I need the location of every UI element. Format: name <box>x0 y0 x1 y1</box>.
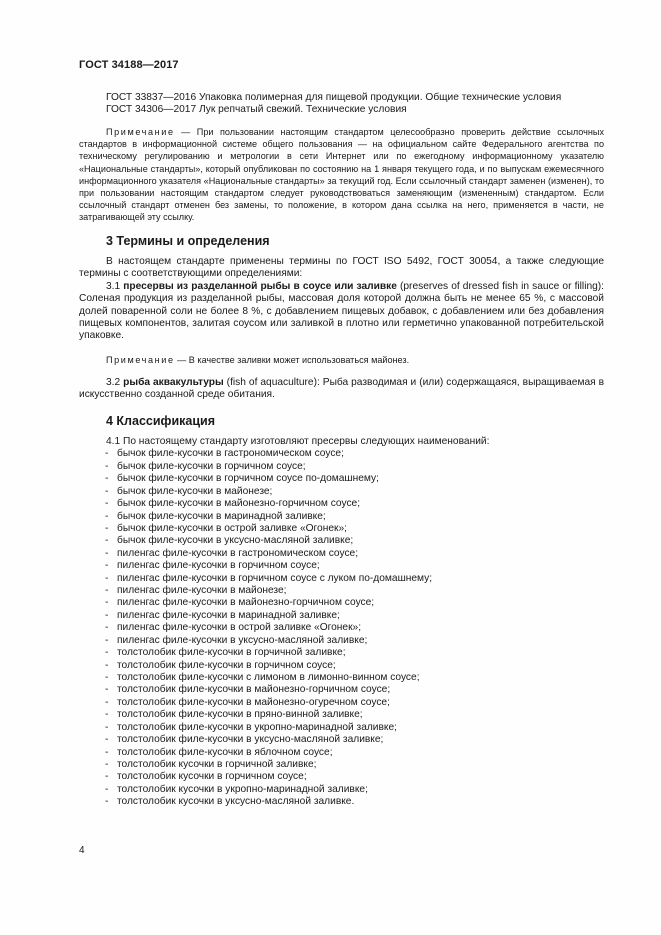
list-item: - толстолобик филе-кусочки в горчичной заливке; <box>79 647 604 659</box>
section-3-intro: В настоящем стандарте применены термины по ГОСТ ISO 5492, ГОСТ 30054, а также следующие термины с соответствующими определениями: <box>79 256 604 280</box>
list-item: - бычок филе-кусочки в майонезе; <box>79 486 604 498</box>
list-item: - пиленгас филе-кусочки в горчичном соусе; <box>79 560 604 572</box>
list-item: - толстолобик филе-кусочки в пряно-винной заливке; <box>79 709 604 721</box>
list-item: - пиленгас филе-кусочки в гастрономическом соусе; <box>79 548 604 560</box>
product-names-list <box>79 448 604 808</box>
term-3-2-name: рыба аквакультуры <box>123 377 224 388</box>
document-header: ГОСТ 34188—2017 <box>79 59 179 71</box>
list-item: - бычок филе-кусочки в горчичном соусе по-домашнему; <box>79 473 604 485</box>
list-item: - бычок филе-кусочки в острой заливке «Огонек»; <box>79 523 604 535</box>
section-4-body <box>79 436 604 809</box>
reference-item: ГОСТ 34306—2017 Лук репчатый свежий. Технические условия <box>106 104 407 116</box>
references-note <box>79 126 604 224</box>
list-item: - бычок филе-кусочки в горчичном соусе; <box>79 461 604 473</box>
list-item: - пиленгас филе-кусочки в майонезе; <box>79 585 604 597</box>
list-item: - толстолобик филе-кусочки в укропно-маринадной заливке; <box>79 722 604 734</box>
section-3-body <box>79 256 604 343</box>
list-item: - толстолобик филе-кусочки в горчичном соусе; <box>79 660 604 672</box>
list-item: - толстолобик кусочки в горчичном соусе; <box>79 771 604 783</box>
note-label: Примечание <box>106 355 175 365</box>
list-item: - бычок филе-кусочки в маринадной заливке; <box>79 511 604 523</box>
section-4-title: 4 Классификация <box>106 414 216 428</box>
term-3-1: 3.1 пресервы из разделанной рыбы в соусе или заливке (preserves of dressed fish in sauce or filling): Соленая продукция из разделанной рыбы, массовая доля которой должна быть не менее 65 %, с массовой долей поваренной соли не более 8 %, с добавлением пищевых добавок, с добавлением или без добавления пищевых компонентов, залитая соусом или заливкой в плотно или герметично упакованной потребительской упаковке. <box>79 280 605 342</box>
note-text: В качестве заливки может использоваться майонез. <box>188 355 410 365</box>
list-item: - толстолобик филе-кусочки с лимоном в лимонно-винном соусе; <box>79 672 604 684</box>
list-item: - толстолобик филе-кусочки в яблочном соусе; <box>79 747 604 759</box>
list-item: - пиленгас филе-кусочки в острой заливке «Огонек»; <box>79 622 604 634</box>
list-item: - бычок филе-кусочки в майонезно-горчичном соусе; <box>79 498 604 510</box>
note-dash: — <box>174 127 197 137</box>
section-4-intro: 4.1 По настоящему стандарту изготовляют пресервы следующих наименований: <box>106 436 490 447</box>
list-item: - толстолобик филе-кусочки в уксусно-масляной заливке; <box>79 734 604 746</box>
list-item: - пиленгас филе-кусочки в уксусно-масляной заливке; <box>79 635 604 647</box>
list-item: - пиленгас филе-кусочки в майонезно-горчичном соусе; <box>79 597 604 609</box>
page-number: 4 <box>79 845 85 856</box>
list-item: - бычок филе-кусочки в уксусно-масляной заливке; <box>79 535 604 547</box>
references-list <box>79 92 604 117</box>
reference-item: ГОСТ 33837—2016 Упаковка полимерная для пищевой продукции. Общие технические условия <box>106 92 562 103</box>
list-item: - бычок филе-кусочки в гастрономическом соусе; <box>79 448 604 460</box>
note-label: Примечание <box>106 127 175 137</box>
term-3-1-name: пресервы из разделанной рыбы в соусе или заливке <box>123 280 397 292</box>
list-item: - толстолобик кусочки в горчичной заливке; <box>79 759 604 771</box>
term-3-2-block <box>79 377 604 402</box>
note-text: При пользовании настоящим стандартом целесообразно проверить действие ссылочных стандартов в информационной системе общего пользования — на официальном сайте Федерального агентства по техническому регулированию и метрологии в сети Интернет или по ежегодному информационному указателю «Национальные стандарты», который опубликован по состоянию на 1 января текущего года, и по выпускам ежемесячного информационного указателя «Национальные стандарты» за текущий год. Если ссылочный стандарт заменен (изменен), то при пользовании настоящим стандартом следует руководствоваться заменяющим (измененным) стандартом. Если ссылочный стандарт отменен без замены, то положение, в котором дана ссылка на него, применяется в части, не затрагивающей эту ссылку. <box>79 127 604 223</box>
list-item: - пиленгас филе-кусочки в маринадной заливке; <box>79 610 604 622</box>
list-item: - толстолобик филе-кусочки в майонезно-огуречном соусе; <box>79 697 604 709</box>
list-item: - толстолобик кусочки в уксусно-масляной заливке. <box>79 796 604 808</box>
list-item: - толстолобик кусочки в укропно-маринадной заливке; <box>79 784 604 796</box>
term-note: Примечание — В качестве заливки может использоваться майонез. <box>106 355 410 365</box>
term-3-2: 3.2 рыба аквакультуры (fish of aquaculture): Рыба разводимая и (или) содержащаяся, выращиваемая в искусственно созданной среде обитания. <box>79 377 605 401</box>
section-3-title: 3 Термины и определения <box>106 234 270 248</box>
list-item: - пиленгас филе-кусочки в горчичном соусе с луком по-домашнему; <box>79 573 604 585</box>
list-item: - толстолобик филе-кусочки в майонезно-горчичном соусе; <box>79 684 604 696</box>
